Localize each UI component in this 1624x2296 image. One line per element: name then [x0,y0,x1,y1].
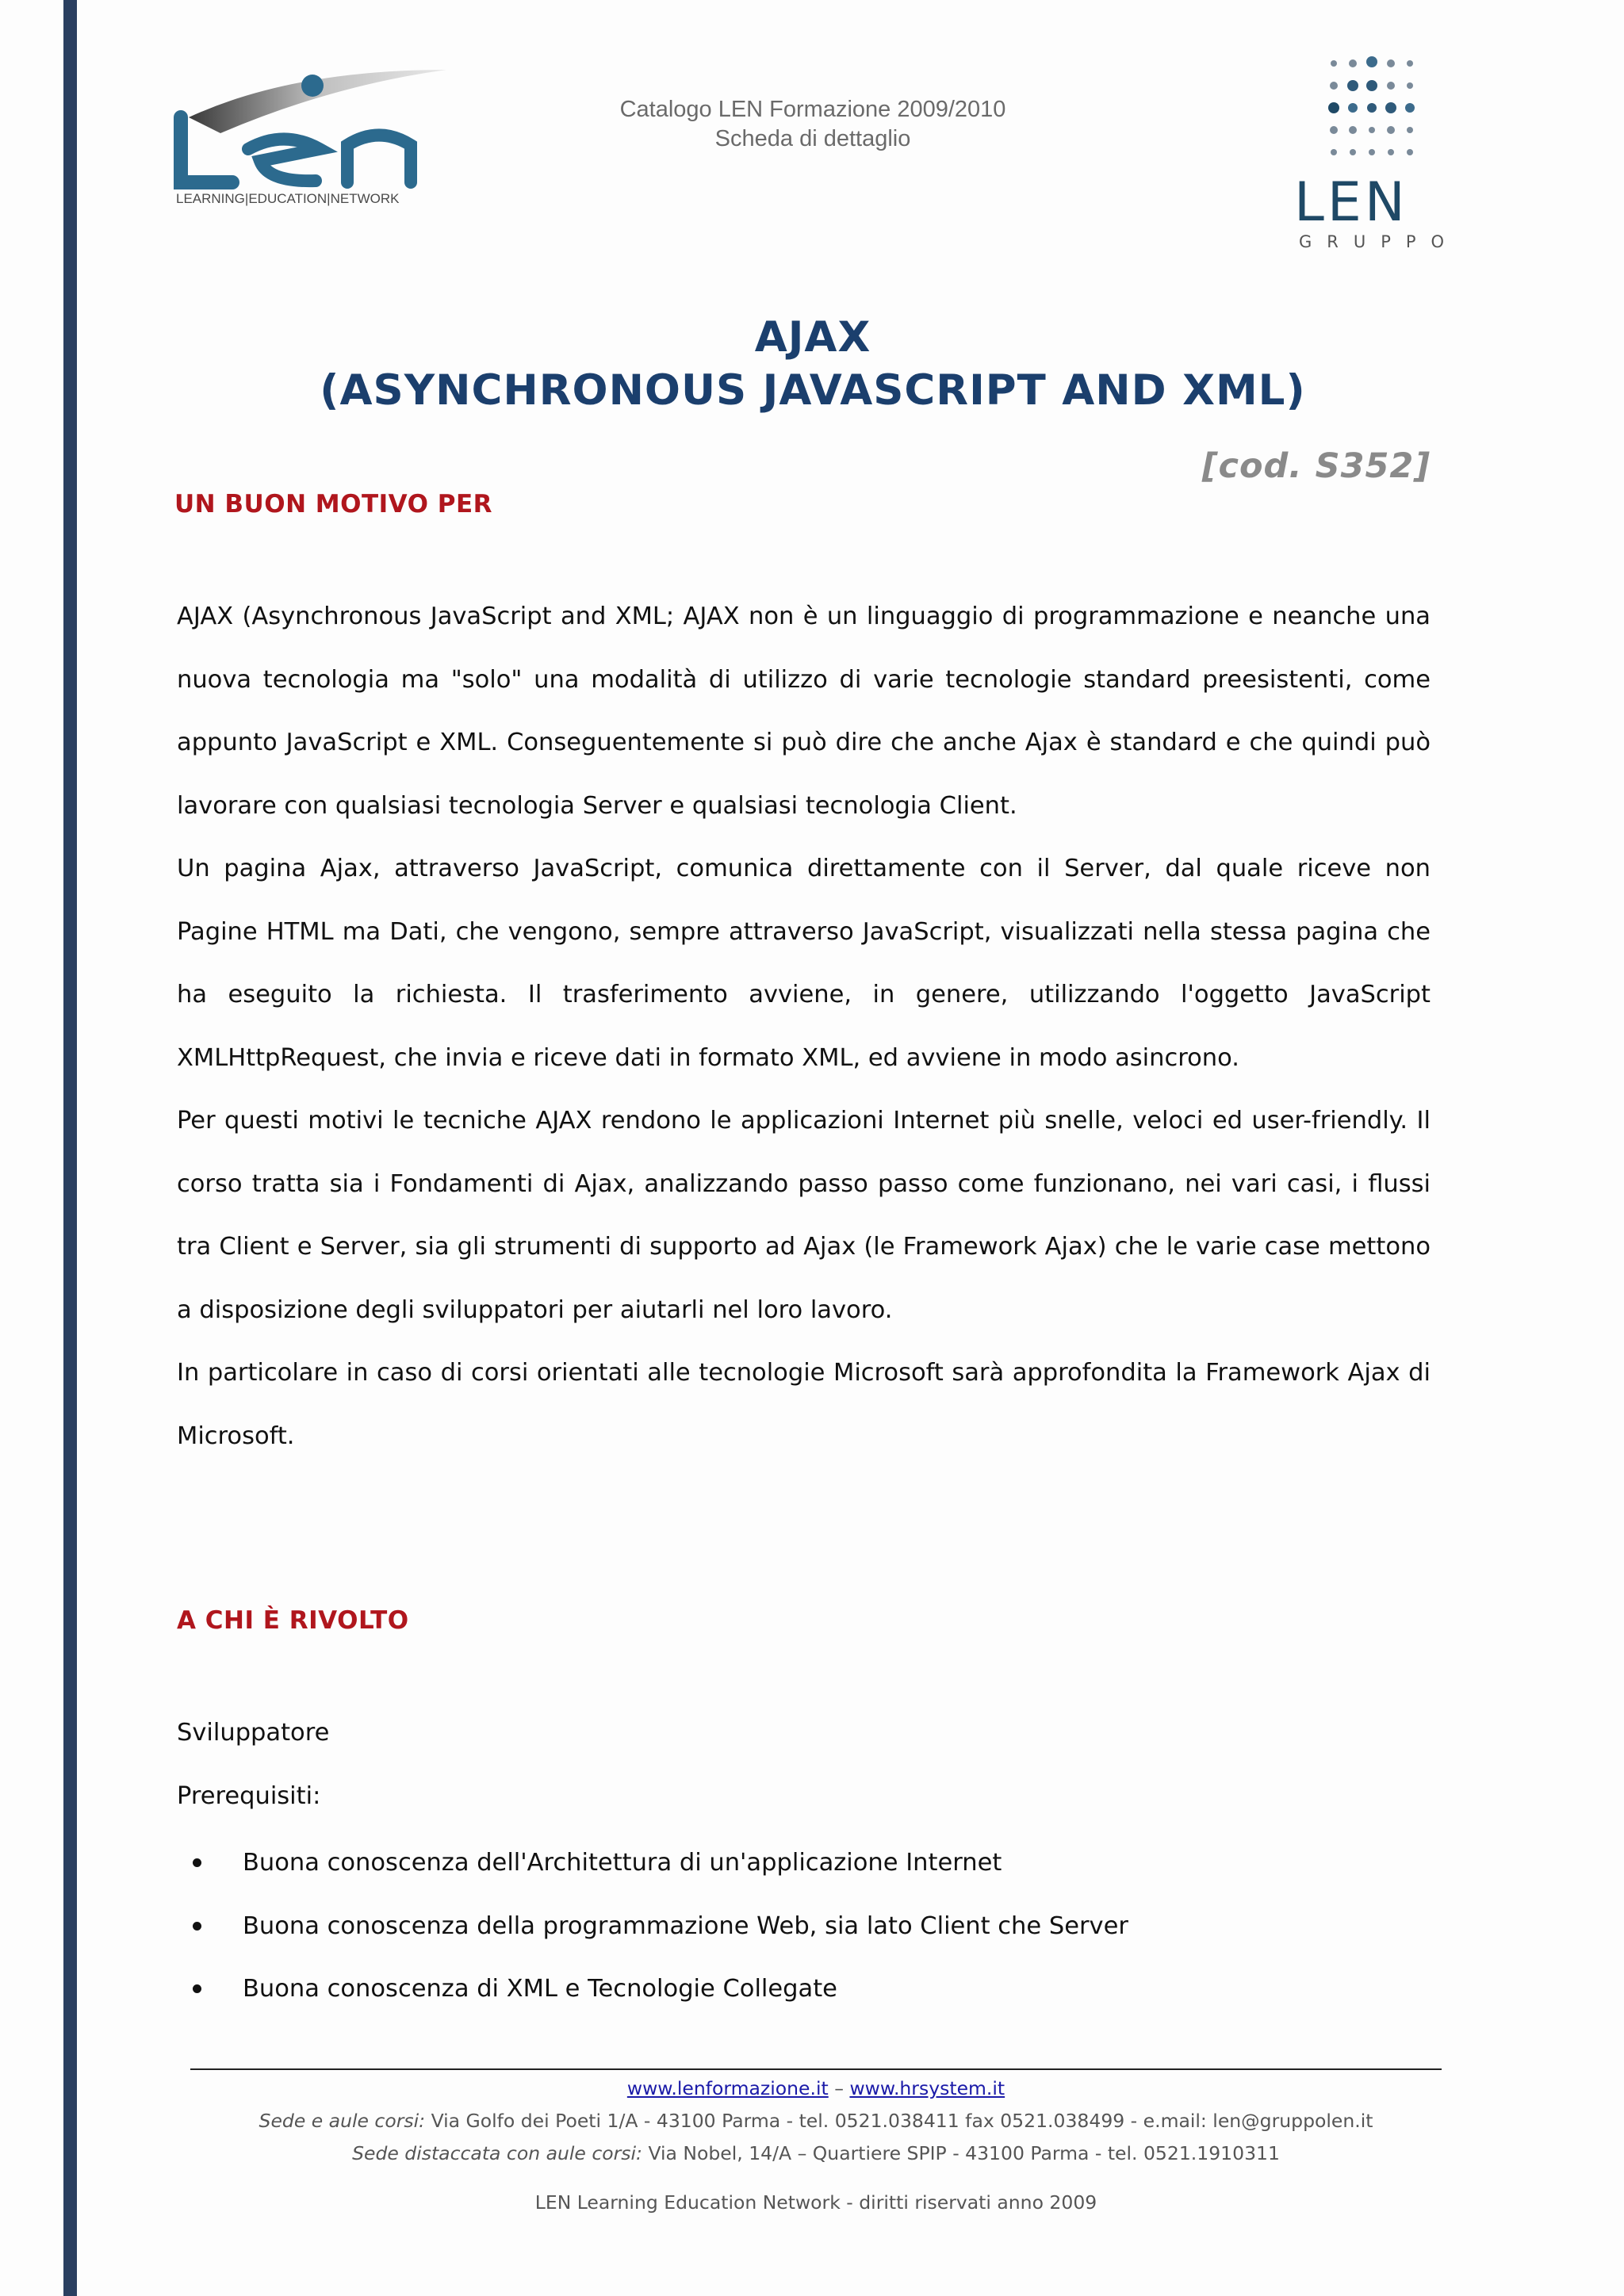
catalog-header [508,95,1118,154]
footer-distaccata-label: Sede distaccata con aule corsi: [352,2142,642,2164]
catalog-subtitle: Scheda di dettaglio [714,126,911,151]
footer-separator: – [834,2077,844,2099]
len-logo-tagline: LEARNING|EDUCATION|NETWORK [176,191,400,206]
list-item-text: Buona conoscenza di XML e Tecnologie Collegate [243,1975,837,2003]
list-item-text: Buona conoscenza della programmazione Web, sia lato Client che Server [243,1911,1128,1940]
paragraph: Per questi motivi le tecniche AJAX rendono le applicazioni Internet più snelle, veloci ed user-friendly. Il corso tratta sia i Fondamenti di Ajax, analizzando passo passo come funzionano, nei vari casi, i flussi tra Client e Server, sia gli strumenti di supporto ad Ajax (le Framework Ajax) che le varie case mettono a disposizione degli sviluppatori per aiutarli nel loro lavoro. [177,1107,1431,1324]
list-item-text: Buona conoscenza dell'Architettura di un'applicazione Internet [243,1849,1002,1877]
paragraph: Un pagina Ajax, attraverso JavaScript, comunica direttamente con il Server, dal quale riceve non Pagine HTML ma Dati, che vengono, sempre attraverso JavaScript, visualizzati nella stessa pagina che ha eseguito la richiesta. Il trasferimento avviene, in genere, utilizzando l'oggetto JavaScript XMLHttpRequest, che invia e riceve dati in formato XML, ed avviene in modo asincrono. [177,855,1431,1072]
bullet-icon [193,1984,201,1993]
paragraph: AJAX (Asynchronous JavaScript and XML; AJAX non è un linguaggio di programmazione e neanche una nuova tecnologia ma "solo" una modalità di utilizzo di varie tecnologie standard preesistenti, come appunto JavaScript e XML. Conseguentemente si può dire che anche Ajax è standard e che quindi può lavorare con qualsiasi tecnologia Server e qualsiasi tecnologia Client. [177,603,1431,820]
course-title-line2: (ASYNCHRONOUS JAVASCRIPT AND XML) [320,366,1306,415]
course-title [238,311,1388,417]
footer-sede-label: Sede e aule corsi: [259,2110,426,2132]
len-logo-graphic [173,62,450,212]
bullet-icon [193,1922,201,1931]
footer-sede [190,2110,1442,2132]
footer-link-hrsystem[interactable]: www.hrsystem.it [849,2077,1005,2099]
footer-sede-text: Via Golfo dei Poeti 1/A - 43100 Parma - tel. 0521.038411 fax 0521.038499 - e.mail: len@gruppolen.it [425,2110,1373,2132]
footer-links [190,2077,1442,2099]
paragraph: In particolare in caso di corsi orientati alle tecnologie Microsoft sarà approfondita la Framework Ajax di Microsoft. [177,1359,1431,1450]
catalog-title: Catalogo LEN Formazione 2009/2010 [619,97,1006,122]
list-item [177,1957,1366,2021]
prerequisites-label: Prerequisiti: [177,1782,321,1810]
audience-text: Sviluppatore [177,1719,330,1747]
footer-rights: LEN Learning Education Network - diritti riservati anno 2009 [534,2191,1097,2214]
section-heading-motivo: UN BUON MOTIVO PER [174,490,493,519]
course-title-line1: AJAX [754,313,871,362]
len-gruppo-sub: GRUPPO [1299,232,1460,251]
len-logo [173,62,450,212]
footer-distaccata [190,2142,1442,2164]
len-gruppo-letters: LEN [1294,171,1408,234]
list-item [177,1831,1366,1895]
len-gruppo-logo [1293,52,1467,258]
course-code: [cod. S352] [1201,446,1431,486]
section-heading-rivolto: A CHI È RIVOLTO [177,1606,409,1635]
list-item [177,1895,1366,1958]
len-gruppo-logo-graphic [1293,52,1467,258]
left-border-bar [63,0,77,2296]
footer-link-lenformazione[interactable]: www.lenformazione.it [626,2077,829,2099]
footer-divider [190,2068,1442,2070]
footer-distaccata-text: Via Nobel, 14/A – Quartiere SPIP - 43100 Parma - tel. 0521.1910311 [642,2142,1280,2164]
section-body-motivo [177,585,1431,1468]
bullet-icon [193,1858,201,1867]
prerequisites-list [177,1831,1366,2021]
